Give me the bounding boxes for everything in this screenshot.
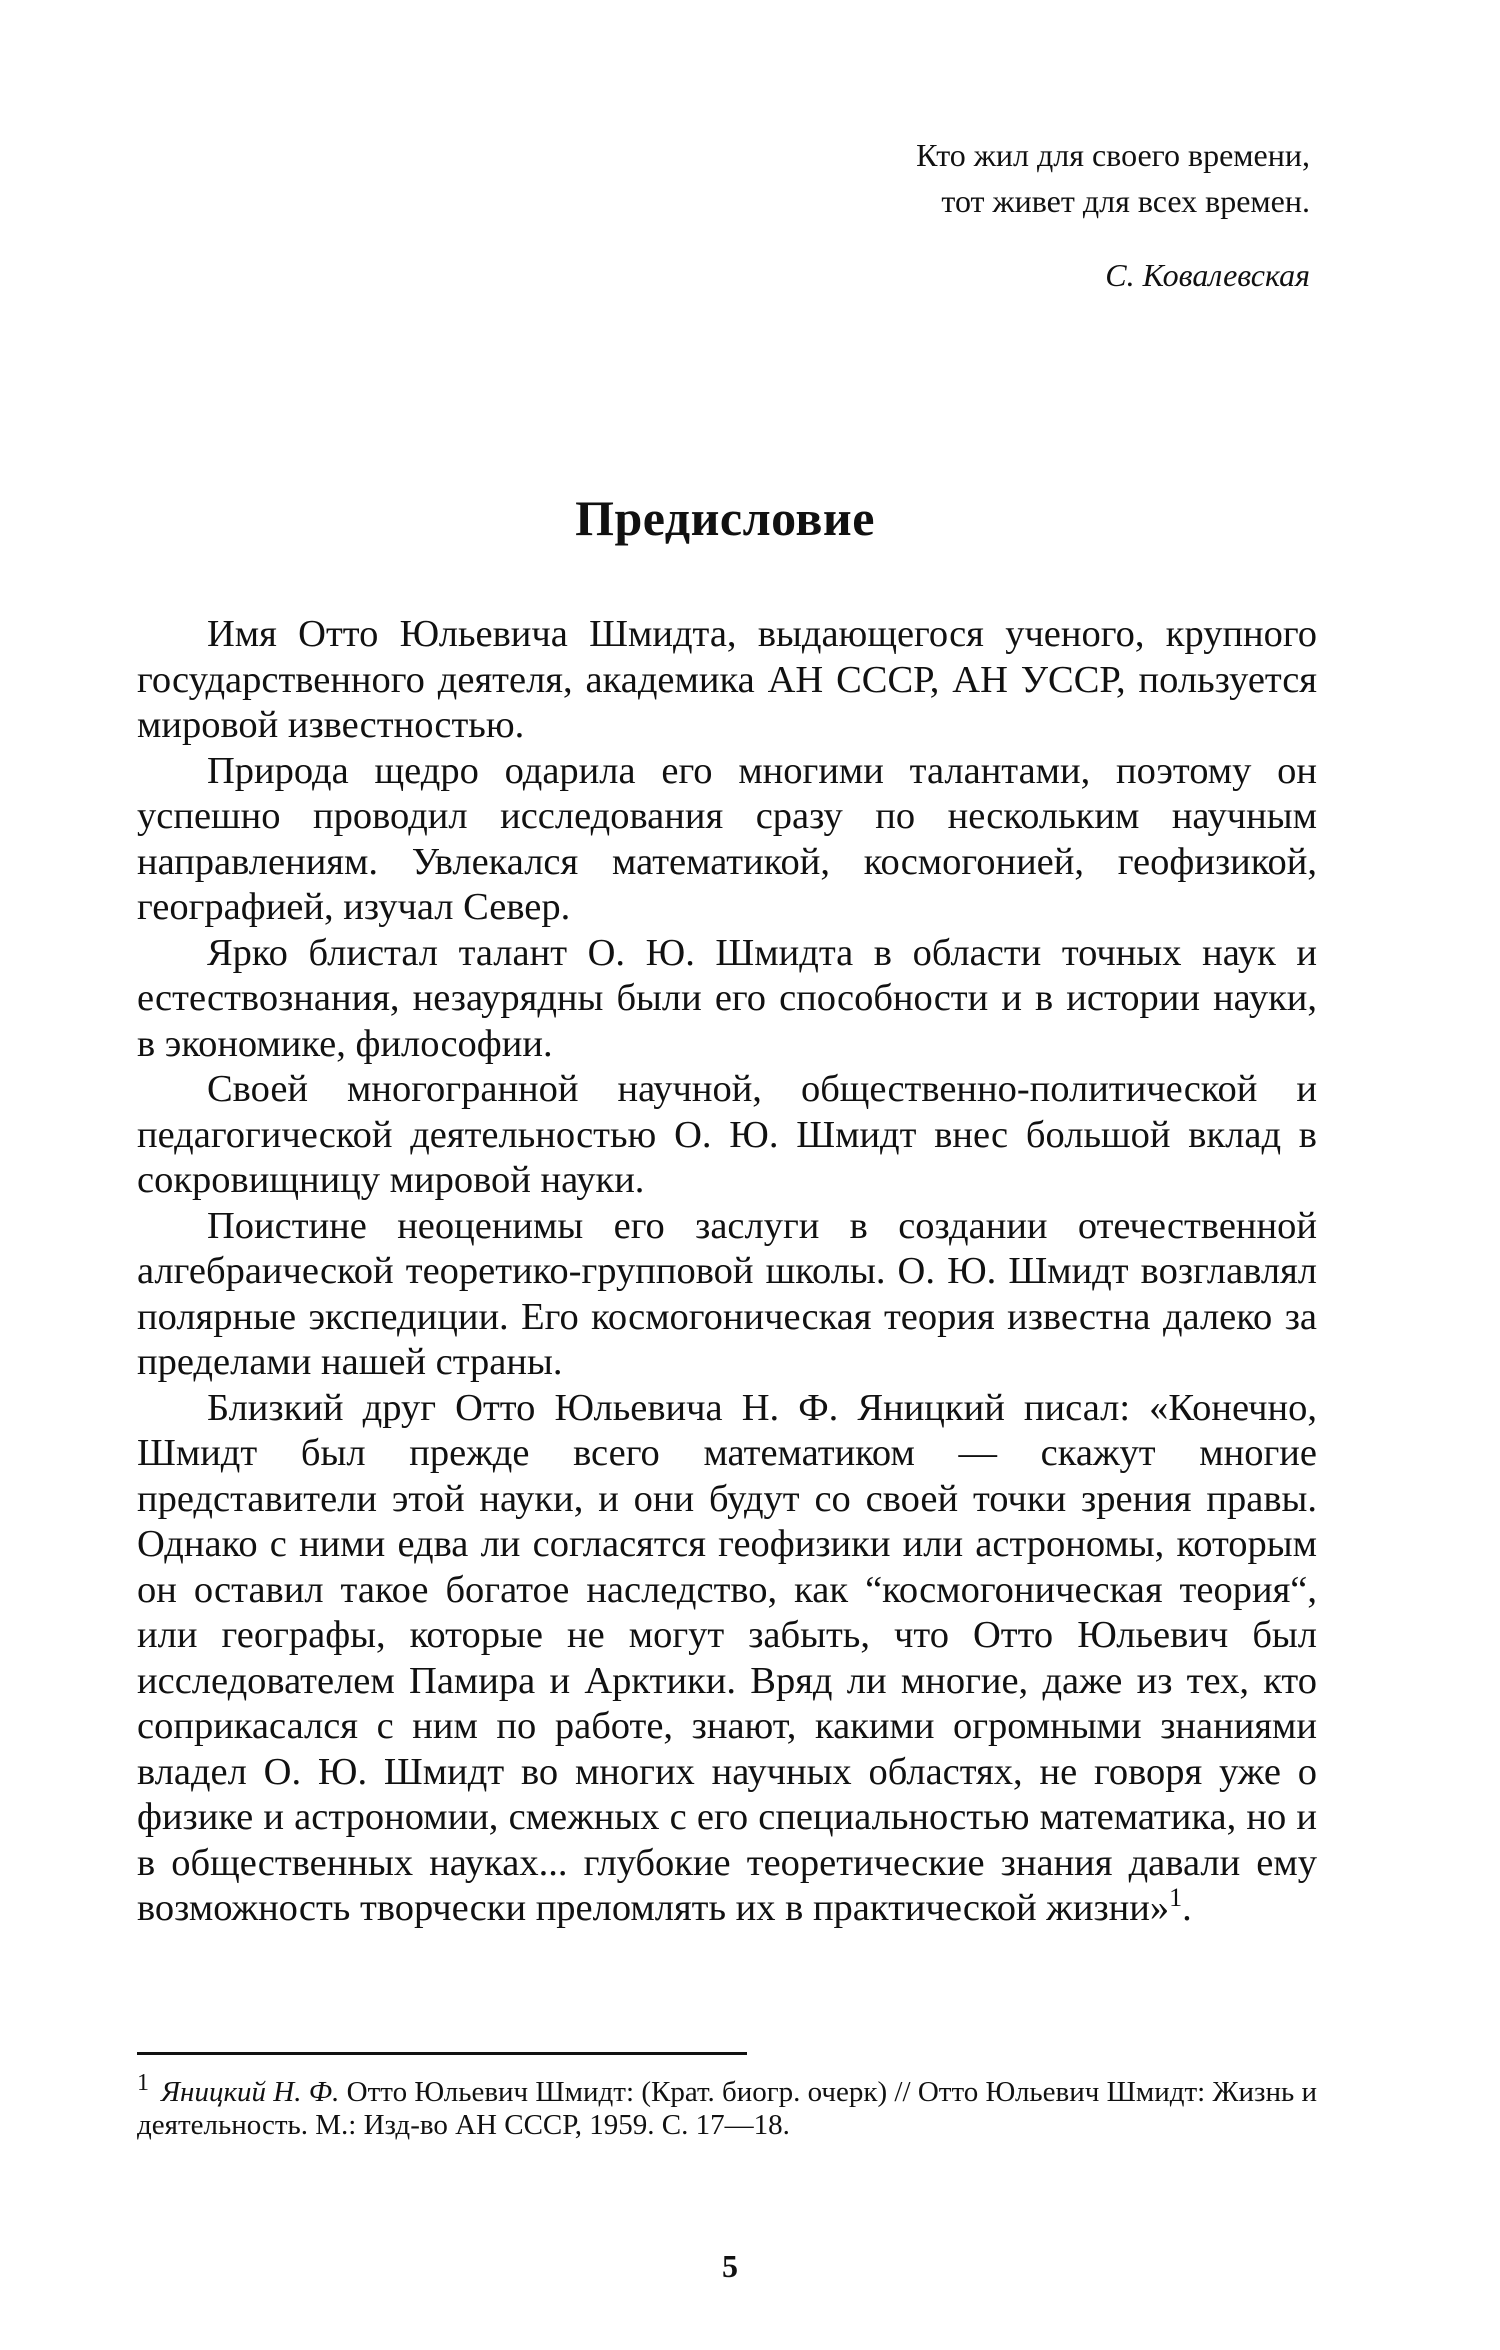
epigraph-author: С. Ковалевская <box>1105 257 1310 293</box>
epigraph <box>710 132 1310 298</box>
footnote-reference: 1 <box>1169 1883 1183 1913</box>
body-text <box>137 612 1317 1932</box>
epigraph-line-2: тот живет для всех времен. <box>941 183 1310 219</box>
footnote-text: Отто Юльевич Шмидт: (Крат. биогр. очерк) // Отто Юльевич Шмидт: Жизнь и деятельность. М.: Изд-во АН СССР, 1959. С. 17—18. <box>137 2076 1318 2141</box>
paragraph: Имя Отто Юльевича Шмидта, выдающегося ученого, крупного государственного деятеля, академика АН СССР, АН УССР, пользуется мировой известностью. <box>137 613 1317 746</box>
paragraph: Поистине неоценимы его заслуги в создании отечественной алгебраической теоретико-групповой школы. О. Ю. Шмидт возглавлял полярные экспедиции. Его космогоническая теория известна далеко за пределами нашей страны. <box>137 1204 1317 1383</box>
page-title: Предисловие <box>575 490 875 546</box>
page-number: 5 <box>722 2248 738 2284</box>
paragraph-with-quote: Близкий друг Отто Юльевича Н. Ф. Яницкий писал: «Конечно, Шмидт был прежде всего математиком — скажут многие представители этой науки, и они будут со своей точки зрения правы. Однако с ними едва ли согласятся геофизики или астрономы, которым он оставил такое богатое наследство, как “космогоническая теория“, или географы, которые не могут забыть, что Отто Юльевич был исследователем Памира и Арктики. Вряд ли многие, даже из тех, кто соприкасался с ним по работе, знают, какими огромными знаниями владел О. Ю. Шмидт во многих научных областях, не говоря уже о физике и астрономии, смежных с его специальностью математика, но и в общественных науках... глубокие теоретические знания давали ему возможность творчески преломлять их в практической жизни»$^1$. <box>137 1386 1317 1929</box>
footnote-author: Яницкий Н. Ф. <box>161 2076 340 2108</box>
paragraph: Природа щедро одарила его многими талантами, поэтому он успешно проводил исследования сразу по нескольким научным направлениям. Увлекался математикой, космогонией, геофизикой, географией, изучал Север. <box>137 749 1317 928</box>
footnote <box>137 2070 1318 2142</box>
paragraph: Ярко блистал талант О. Ю. Шмидта в области точных наук и естествознания, незаурядны были его способности и в истории науки, в экономике, философии. <box>137 931 1317 1065</box>
footnote-divider <box>137 2052 747 2055</box>
paragraph: Своей многогранной научной, общественно-политической и педагогической деятельностью О. Ю. Шмидт внес большой вклад в сокровищницу мировой науки. <box>137 1068 1317 1201</box>
paragraph-quote-text: Близкий друг Отто Юльевича Н. Ф. Яницкий писал: «Конечно, Шмидт был прежде всего математиком — скажут многие представители этой науки, и они будут со своей точки зрения правы. Однако с ними едва ли согласятся геофизики или астрономы, которым он оставил такое богатое наследство, как “космогоническая теория“, или географы, которые не могут забыть, что Отто Юльевич был исследователем Памира и Арктики. Вряд ли многие, даже из тех, кто соприкасался с ним по работе, знают, какими огромными знаниями владел О. Ю. Шмидт во многих научных областях, не говоря уже о физике и астрономии, смежных с его специальностью математика, но и в общественных науках... глубокие теоретические знания давали ему возможность творчески преломлять их в практической жизни» <box>137 1386 1317 1929</box>
epigraph-line-1: Кто жил для своего времени, <box>916 137 1310 173</box>
footnote-mark: 1 <box>137 2070 149 2097</box>
